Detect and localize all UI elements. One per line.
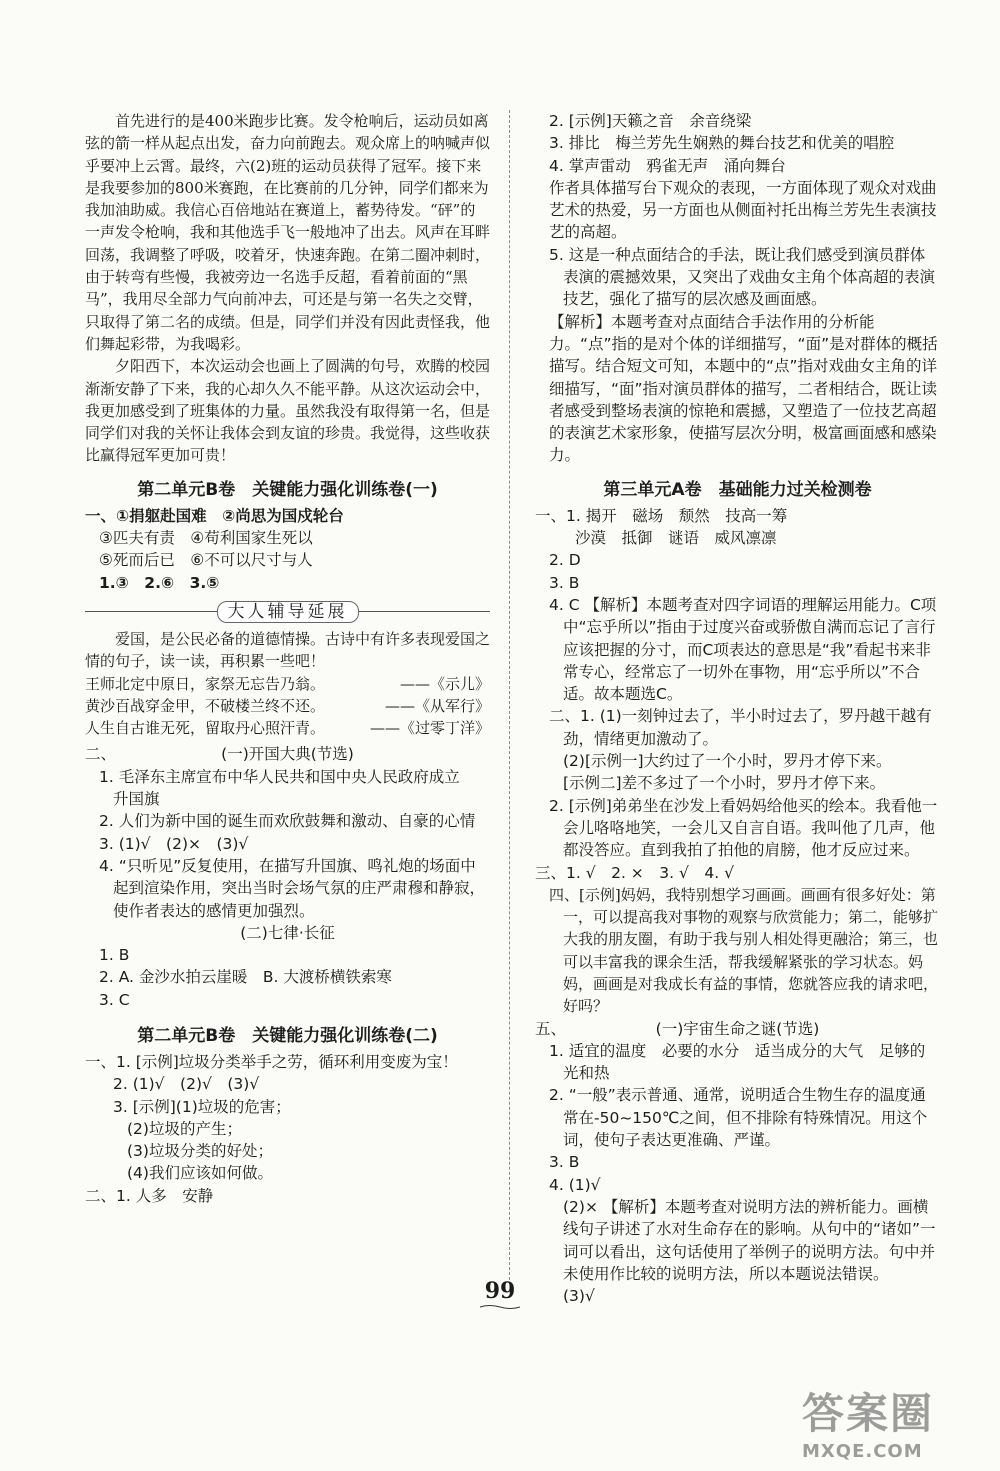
answer-line: (3)√ — [563, 1287, 595, 1306]
answer-line: 一、1. 揭开 磁场 颓然 技高一筹 — [535, 506, 788, 525]
answer-line: 4. C 【解析】本题考查对四字词语的理解运用能力。C项中“忘乎所以”指由于过度兴奋或骄傲自满而忘记了言行应该把握的分寸，而C项表达的意思是“我”看起书来非常专心，经常忘了一切外在事物，用“忘乎所以”不合适。故本题选C。 — [549, 595, 937, 704]
subsection-title: (一)开国大典(节选) — [221, 745, 354, 764]
answer-line: [示例二]差不多过了一个小时，罗丹才停下来。 — [563, 774, 886, 793]
answer-line: 二、1. 人多 安静 — [85, 1186, 214, 1205]
poem-text: 黄沙百战穿金甲，不破楼兰终不还。 — [85, 696, 326, 715]
answer-line: 二、1. (1)一刻钟过去了，半小时过去了，罗丹越干越有劲，情绪更加激动了。 — [549, 707, 932, 748]
poem-line — [85, 695, 490, 717]
answer-line: 一、1. [示例]垃圾分类举手之劳，循环利用变废为宝！ — [85, 1052, 458, 1071]
section-title: 第二单元B卷 关键能力强化训练卷(二) — [137, 1025, 438, 1046]
watermark-logo — [802, 1381, 972, 1462]
answer-line: 2. “一般”表示普通、通常，说明适合生物生存的温度通常在-50~150℃之间，但不排除有特殊情况。用这个词，使句子表达更准确、严谨。 — [549, 1086, 928, 1150]
answer-line: 2. [示例]弟弟坐在沙发上看妈妈给他买的绘本。我看他一会儿咯咯地笑，一会儿又自言自语。我叫他了几声，他都没答应。直到我拍了拍他的肩膀，他才反应过来。 — [549, 796, 938, 860]
subsection-title: (一)宇宙生命之谜(节选) — [655, 1019, 820, 1038]
answer-line: 1. B — [99, 946, 130, 965]
answer-line: (2)× 【解析】本题考查对说明方法的辨析能力。画横线句子讲述了水对生命存在的影响。从句中的“诸如”一词可以看出，这句话使用了举例子的说明方法。句中并未使用作比较的说明方法，所以本题说法错误。 — [563, 1197, 936, 1283]
answer-line: (3)垃圾分类的好处； — [127, 1142, 273, 1161]
answer-line: 3. [示例](1)垃圾的危害； — [113, 1097, 291, 1116]
answer-line: 2. 人们为新中国的诞生而欢欣鼓舞和激动、自豪的心情 — [99, 812, 476, 831]
part-number: 二、 — [85, 745, 117, 764]
answer-line: (2)[示例一]大约过了一个小时，罗丹才停下来。 — [563, 752, 892, 771]
essay-paragraph: 夕阳西下，本次运动会也画上了圆满的句号，欢腾的校园渐渐安静了下来，我的心却久久不能平静。从这次运动会中，我更加感受到了班集体的力量。虽然我没有取得第一名，但是同学们对我的关怀让我体会到友谊的珍贵。我觉得，这些收获比赢得冠军更加可贵！ — [85, 357, 491, 465]
answer-line: 4. “只听见”反复使用，在描写升国旗、鸣礼炮的场面中起到渲染作用，突出当时会场气氛的庄严肃穆和静寂，使作者表达的感情更加强烈。 — [99, 856, 486, 920]
analysis-text: 【解析】本题考查对点面结合手法作用的分析能力。“点”指的是对个体的详细描写，“面”是对群体的概括描写。结合短文可知，本题中的“点”指对戏曲女主角的详细描写，“面”指对演员群体的描写，二者相结合，既让读者感受到整场表演的惊艳和震撼，又塑造了一位技艺高超的表演艺术家形象，使描写层次分明，极富画面感和感染力。 — [549, 312, 938, 465]
answer-line: (4)我们应该如何做。 — [127, 1164, 273, 1183]
answer-line: ⑤死而后已 ⑥不可以尺寸与人 — [99, 551, 313, 570]
subsection-title: (二)七律·长征 — [240, 923, 335, 942]
answer-line: 4. 掌声雷动 鸦雀无声 涌向舞台 — [549, 156, 786, 175]
poem-source: ——《从军行》 — [384, 696, 490, 715]
answer-line: 2. D — [549, 551, 581, 570]
answer-line: 三、1. √ 2. × 3. √ 4. √ — [535, 863, 734, 882]
subsection-header — [535, 1018, 940, 1040]
answer-line: 3. B — [549, 1153, 580, 1172]
answer-line: 3. 排比 梅兰芳先生娴熟的舞台技艺和优美的唱腔 — [549, 134, 895, 153]
answer-line: 2. A. 金沙水拍云崖暖 B. 大渡桥横铁索寒 — [99, 968, 392, 987]
banner-label: 大人辅导延展 — [217, 601, 359, 623]
watermark-brand: 答案圈 — [802, 1389, 935, 1438]
answer-line: 1. 毛泽东主席宣布中华人民共和国中央人民政府成立 升国旗 — [99, 767, 476, 809]
answer-line: 3. (1)√ (2)× (3)√ — [99, 834, 249, 853]
answer-line: 4. (1)√ — [549, 1175, 601, 1194]
poem-text: 王师北定中原日，家祭无忘告乃翁。 — [85, 674, 326, 693]
poem-line — [85, 717, 490, 739]
section-title: 第三单元A卷 基础能力过关检测卷 — [603, 479, 872, 500]
answer-line: 2. [示例]天籁之音 余音绕梁 — [549, 112, 752, 130]
answer-line: 3. C — [99, 990, 130, 1009]
subsection-header — [85, 743, 490, 765]
answer-line: 1.③ 2.⑥ 3.⑤ — [99, 573, 220, 592]
essay-paragraph: 首先进行的是400米跑步比赛。发令枪响后，运动员如离弦的箭一样从起点出发，奋力向前跑去。观众席上的呐喊声似乎要冲上云霄。最终，六(2)班的运动员获得了冠军。接下来是我要参加的800米赛跑，在比赛前的几分钟，同学们都来为我加油助威。我信心百倍地站在赛道上，蓄势待发。“砰”的一声发令枪响，我和其他选手飞一般地冲了出去。风声在耳畔回荡，我调整了呼吸，咬着牙，快速奔跑。在第二圈冲刺时，由于转弯有些慢，我被旁边一名选手反超，看着前面的“黑马”，我用尽全部力气向前冲去，可还是与第一名失之交臂，只取得了第二名的成绩。但是，同学们并没有因此责怪我，他们舞起彩带，为我喝彩。 — [85, 112, 491, 353]
watermark-site: MXQE.COM — [802, 1441, 923, 1462]
poem-source: ——《示儿》 — [399, 674, 490, 693]
poem-line — [85, 673, 490, 695]
section-title: 第二单元B卷 关键能力强化训练卷(一) — [137, 479, 438, 500]
poem-source: ——《过零丁洋》 — [369, 719, 490, 738]
answer-line: 作者具体描写台下观众的表现，一方面体现了观众对戏曲艺术的热爱，另一方面也从侧面衬托出梅兰芳先生表演技艺的高超。 — [549, 178, 937, 242]
poem-text: 人生自古谁无死，留取丹心照汗青。 — [85, 719, 326, 738]
right-column — [535, 110, 940, 1307]
left-column — [85, 110, 490, 1207]
tutor-banner — [85, 600, 490, 624]
answer-line: 沙漠 抵御 谜语 威风凛凛 — [575, 529, 777, 548]
answer-line: 一、①捐躯赴国难 ②尚思为国戍轮台 — [85, 506, 344, 525]
page-number-ornament — [478, 1304, 522, 1310]
page-number: 99 — [484, 1278, 516, 1304]
answer-line: (2)垃圾的产生； — [127, 1119, 242, 1138]
answer-line: 四、[示例]妈妈，我特别想学习画画。画画有很多好处：第一，可以提高我对事物的观察与欣赏能力；第二，能够扩大我的朋友圈，有助于我与别人相处得更融洽；第三，也可以丰富我的课余生活，帮我缓解紧张的学习状态。妈妈，画画是对我成长有益的事情，您就答应我的请求吧，好吗？ — [549, 885, 939, 1016]
answer-line: 1. 适宜的温度 必要的水分 适当成分的大气 足够的光和热 — [549, 1041, 926, 1083]
answer-line: 2. (1)√ (2)√ (3)√ — [113, 1075, 260, 1094]
part-number: 五、 — [535, 1019, 567, 1038]
answer-line: 3. B — [549, 573, 580, 592]
extension-intro: 爱国，是公民必备的道德情操。古诗中有许多表现爱国之情的句子，读一读，再积累一些吧！ — [85, 629, 491, 671]
answer-line: 5. 这是一种点面结合的手法，既让我们感受到演员群体表演的震撼效果，又突出了戏曲女主角个体高超的表演技艺，强化了描写的层次感及画面感。 — [549, 245, 936, 309]
column-divider — [509, 110, 510, 1280]
answer-line: ③匹夫有责 ④苟利国家生死以 — [99, 529, 313, 548]
